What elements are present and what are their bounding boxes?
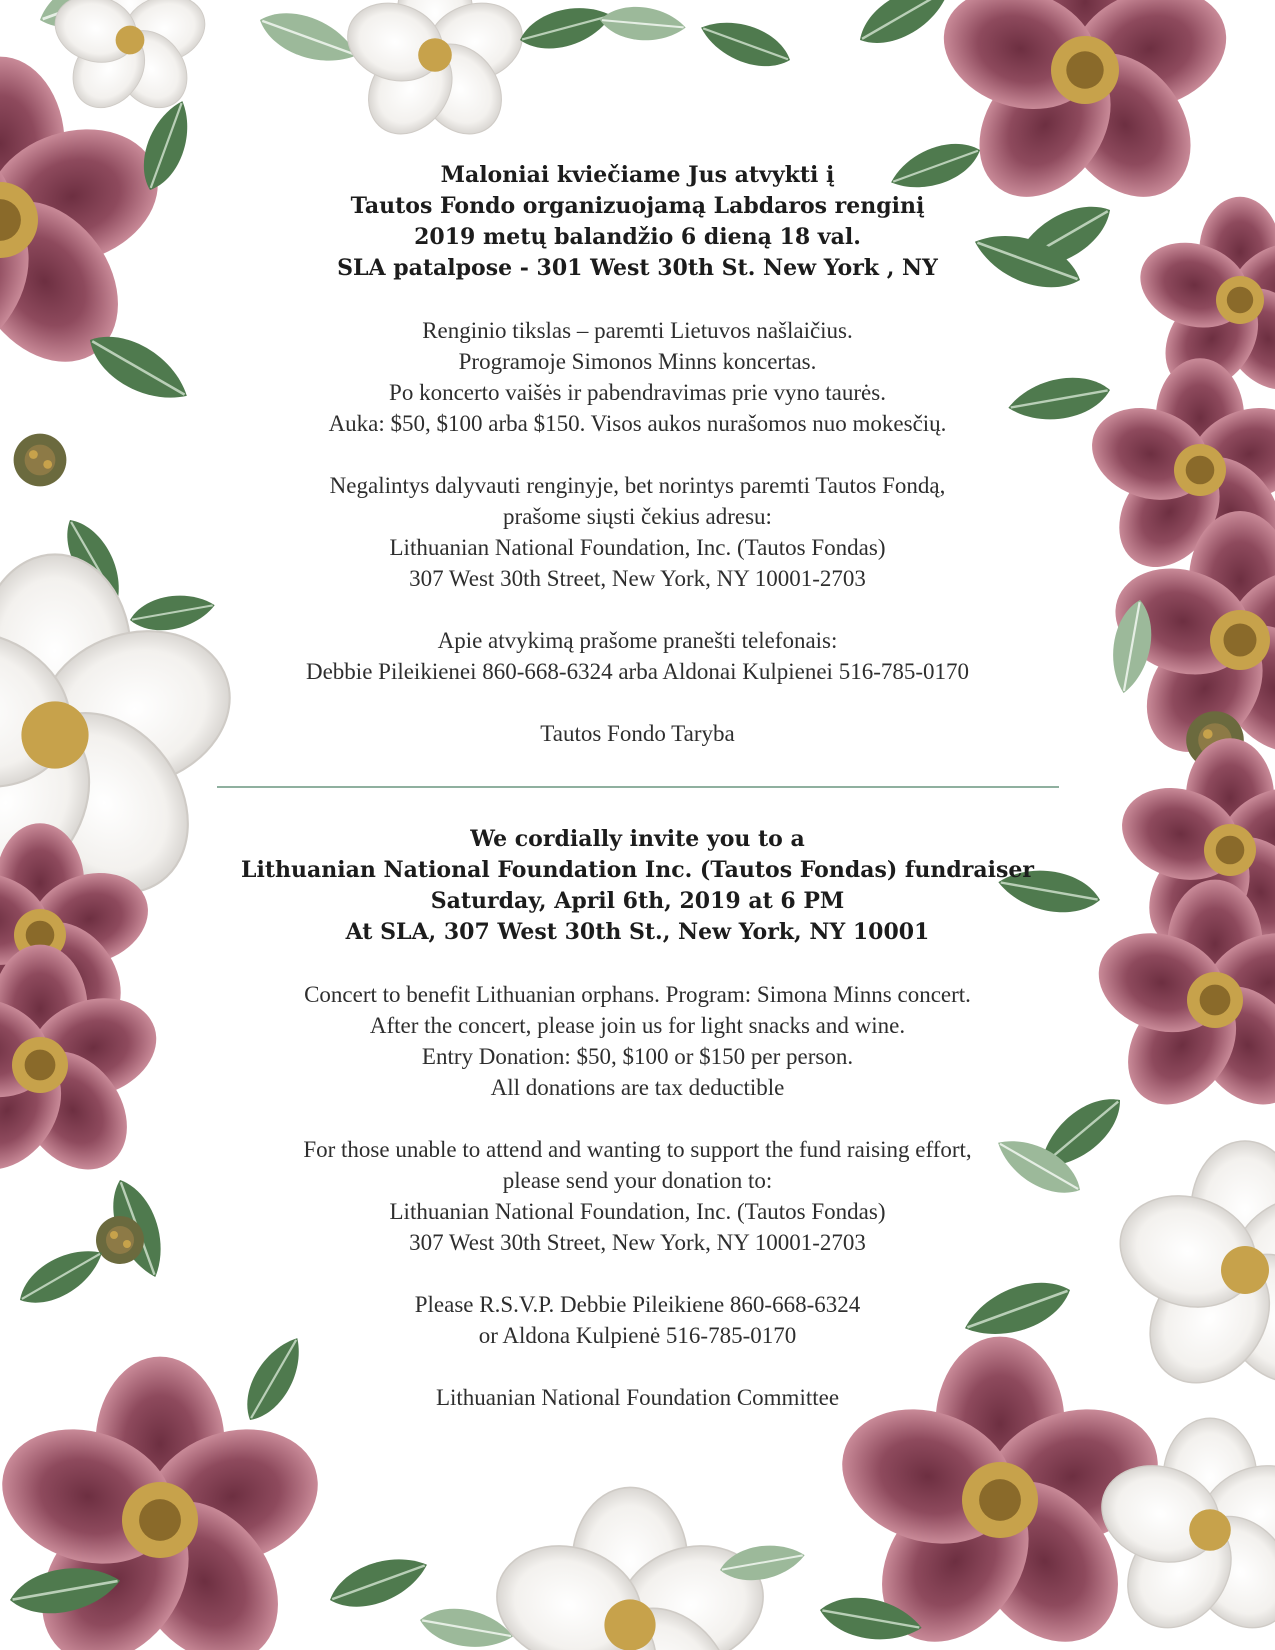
lt-heading bbox=[200, 160, 1075, 284]
en-rsvp-line: or Aldona Kulpienė 516-785-0170 bbox=[478, 1323, 797, 1348]
lt-rsvp-line: Debbie Pileikienei 860-668-6324 arba Aldonai Kulpienei 516-785-0170 bbox=[305, 659, 970, 684]
en-heading-line: Lithuanian National Foundation Inc. (Tautos Fondas) fundraiser bbox=[241, 857, 1034, 883]
en-signature: Lithuanian National Foundation Committee bbox=[435, 1385, 840, 1410]
lt-heading-line: Tautos Fondo organizuojamą Labdaros renginį bbox=[350, 193, 925, 219]
invitation-lithuanian bbox=[200, 160, 1075, 749]
lt-purpose-line: Programoje Simonos Minns koncertas. bbox=[458, 349, 817, 374]
lt-donation-address bbox=[200, 470, 1075, 594]
en-heading-line: At SLA, 307 West 30th St., New York, NY 10001 bbox=[345, 919, 930, 945]
en-purpose-line: Entry Donation: $50, $100 or $150 per person. bbox=[421, 1044, 854, 1069]
lt-donation-line: prašome siųsti čekius adresu: bbox=[503, 504, 772, 529]
lt-rsvp-line: Apie atvykimą prašome pranešti telefonais: bbox=[437, 628, 838, 653]
lt-donation-line: Lithuanian National Foundation, Inc. (Tautos Fondas) bbox=[389, 535, 886, 560]
lt-heading-line: Maloniai kviečiame Jus atvykti į bbox=[440, 162, 835, 188]
lt-rsvp bbox=[200, 625, 1075, 687]
lt-donation-line: 307 West 30th Street, New York, NY 10001-2703 bbox=[409, 566, 866, 591]
en-heading bbox=[200, 824, 1075, 948]
lt-donation-line: Negalintys dalyvauti renginyje, bet norintys paremti Tautos Fondą, bbox=[329, 473, 946, 498]
en-donation-line: please send your donation to: bbox=[502, 1168, 773, 1193]
en-rsvp bbox=[200, 1289, 1075, 1351]
lt-heading-line: 2019 metų balandžio 6 dieną 18 val. bbox=[414, 224, 861, 250]
en-donation-line: For those unable to attend and wanting to support the fund raising effort, bbox=[303, 1137, 972, 1162]
lt-signature: Tautos Fondo Taryba bbox=[540, 721, 735, 746]
en-donation-address bbox=[200, 1134, 1075, 1258]
invitation-english bbox=[200, 824, 1075, 1413]
en-donation-line: Lithuanian National Foundation, Inc. (Tautos Fondas) bbox=[389, 1199, 886, 1224]
lt-purpose-line: Auka: $50, $100 arba $150. Visos aukos nurašomos nuo mokesčių. bbox=[328, 411, 947, 436]
en-rsvp-line: Please R.S.V.P. Debbie Pileikiene 860-668-6324 bbox=[414, 1292, 861, 1317]
lt-heading-line: SLA patalpose - 301 West 30th St. New York , NY bbox=[337, 255, 938, 281]
en-purpose-line: All donations are tax deductible bbox=[490, 1075, 785, 1100]
lt-purpose-line: Po koncerto vaišės ir pabendravimas prie vyno taurės. bbox=[389, 380, 886, 405]
lt-purpose bbox=[200, 315, 1075, 439]
en-donation-line: 307 West 30th Street, New York, NY 10001-2703 bbox=[409, 1230, 866, 1255]
en-purpose-line: After the concert, please join us for light snacks and wine. bbox=[369, 1013, 906, 1038]
en-purpose-line: Concert to benefit Lithuanian orphans. Program: Simona Minns concert. bbox=[304, 982, 971, 1007]
en-heading-line: Saturday, April 6th, 2019 at 6 PM bbox=[430, 888, 845, 914]
en-heading-line: We cordially invite you to a bbox=[470, 826, 805, 852]
lt-purpose-line: Renginio tikslas – paremti Lietuvos našlaičius. bbox=[422, 318, 853, 343]
section-divider bbox=[217, 786, 1059, 788]
en-purpose bbox=[200, 979, 1075, 1103]
bottom-floral-cluster bbox=[323, 1487, 925, 1650]
invitation-text bbox=[200, 160, 1075, 1413]
